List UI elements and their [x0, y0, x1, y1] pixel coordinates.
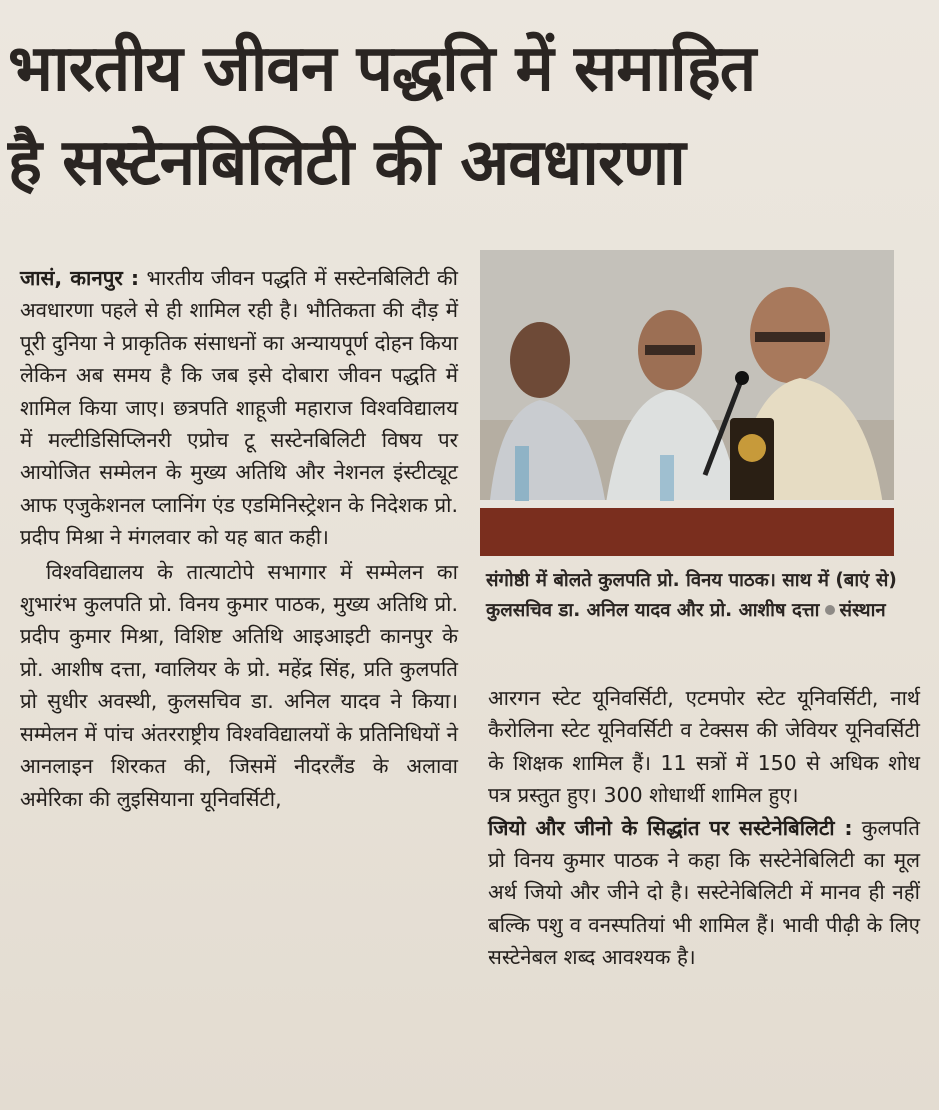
- article-left-column: [20, 262, 458, 815]
- headline: [8, 22, 928, 210]
- event-photo: [480, 250, 894, 556]
- bullet-icon: [825, 605, 835, 615]
- right-paragraph-1: आरगन स्टेट यूनिवर्सिटी, एटमपोर स्टेट यूनिवर्सिटी, नार्थ कैरोलिना स्टेट यूनिवर्सिटी व टेक्सस की जेवियर यूनिवर्सिटी के शिक्षक शामिल हैं। 11 सत्रों में 150 से अधिक शोध पत्र प्रस्तुत हुए। 300 शोधार्थी शामिल हुए।: [488, 686, 920, 808]
- article-paragraph-2: विश्वविद्यालय के तात्याटोपे सभागार में सम्मेलन का शुभारंभ कुलपति प्रो. विनय कुमार पाठक, मुख्य अतिथि प्रो. प्रदीप कुमार मिश्रा, विशिष्ट अतिथि आइआइटी कानपुर के प्रो. आशीष दत्ता, ग्वालियर के प्रो. महेंद्र सिंह, प्रति कुलपति प्रो सुधीर अवस्थी, कुलसचिव डा. अनिल यादव ने किया। सम्मेलन में पांच अंतरराष्ट्रीय विश्वविद्यालयों के प्रतिनिधियों ने आनलाइन शिरकत की, जिसमें नीदरलैंड के अलावा अमेरिका की लुइसियाना यूनिवर्सिटी,: [20, 559, 458, 811]
- paragraph-1-text: भारतीय जीवन पद्धति में सस्टेनबिलिटी की अवधारणा पहले से ही शामिल रही है। भौतिकता की दौड़ में पूरी दुनिया ने प्राकृतिक संसाधनों का अन्यायपूर्ण दोहन किया लेकिन अब समय है कि जब इसे दोबारा जीवन पद्धति में शामिल किया जाए। छत्रपति शाहूजी महाराज विश्वविद्यालय में मल्टीडिसिप्लिनरी एप्रोच टू सस्टेनबिलिटी विषय पर आयोजित सम्मेलन के मुख्य अतिथि और नेशनल इंस्टीट्यूट आफ एजुकेशनल प्लानिंग एंड एडमिनिस्ट्रेशन के निदेशक प्रो. प्रदीप मिश्रा ने मंगलवार को यह बात कही।: [20, 266, 458, 550]
- subheading: जियो और जीनो के सिद्धांत पर सस्टेनेबिलिटी :: [488, 815, 853, 840]
- right-paragraph-2-text: कुलपति प्रो विनय कुमार पाठक ने कहा कि सस्टेनेबिलिटी का मूल अर्थ जियो और जीने दो है। सस्टेनेबिलिटी में मानव ही नहीं बल्कि पशु व वनस्पतियां भी शामिल हैं। भावी पीढ़ी के लिए सस्टेनेबल शब्द आवश्यक है।: [488, 815, 920, 970]
- article-right-column: [488, 682, 920, 974]
- right-paragraph-2: [488, 812, 920, 974]
- photo-credit: संस्थान: [839, 600, 886, 621]
- photo-caption: [486, 566, 906, 626]
- dateline: जासं, कानपुर :: [20, 266, 140, 290]
- event-photo-image: [480, 250, 894, 556]
- headline-line-2: है सस्टेनबिलिटी की अवधारणा: [8, 126, 685, 200]
- article-paragraph-1: [20, 262, 458, 554]
- caption-text: संगोष्ठी में बोलते कुलपति प्रो. विनय पाठक। साथ में (बाएं से) कुलसचिव डा. अनिल यादव और प्रो. आशीष दत्ता: [486, 570, 897, 621]
- headline-line-1: भारतीय जीवन पद्धति में समाहित: [8, 32, 756, 106]
